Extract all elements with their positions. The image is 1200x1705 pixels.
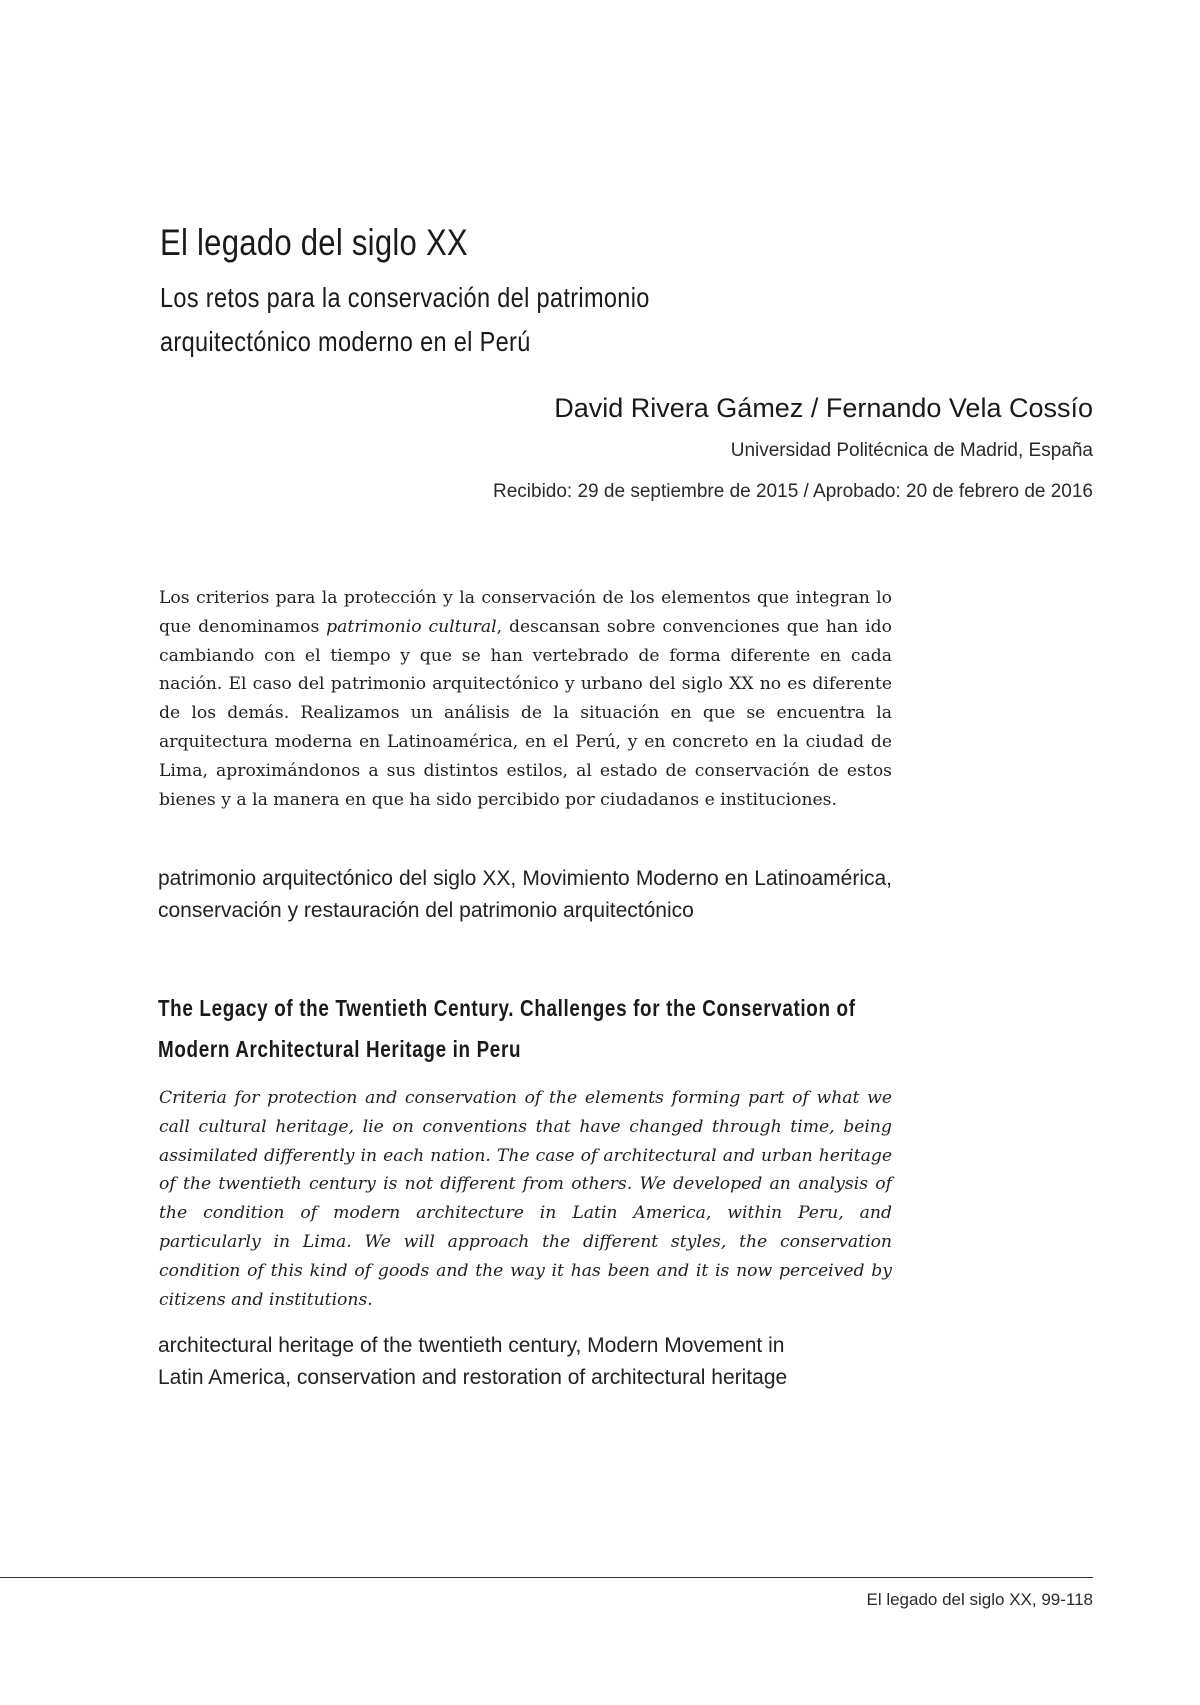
footer-divider xyxy=(0,1577,1093,1578)
keywords-english-line-2: Latin America, conservation and restoration of architectural heritage xyxy=(158,1366,788,1389)
article-title: El legado del siglo XX xyxy=(160,222,468,263)
article-subtitle-line-1: Los retos para la conservación del patrimonio xyxy=(160,282,650,313)
english-title-line-2: Modern Architectural Heritage in Peru xyxy=(158,1036,522,1062)
abstract-english: Criteria for protection and conservation of the elements forming part of what we call cultural heritage, lie on conventions that have changed through time, being assimilated differently in each nation. The case of architectural and urban heritage of the twentieth century is not different from others. We developed an analysis of the condition of modern architecture in Latin America, within Peru, and particularly in Lima. We will approach the different styles, the conservation condition of this kind of goods and the way it has been and it is now perceived by citizens and institutions. xyxy=(159,1088,892,1310)
abstract-spanish-part-1: Los criterios para la protección y la conservación de los elementos que integran lo que denominamos xyxy=(159,588,892,637)
running-footer: El legado del siglo XX, 99-118 xyxy=(866,1590,1093,1609)
affiliation: Universidad Politécnica de Madrid, España xyxy=(730,440,1093,461)
keywords-spanish: patrimonio arquitectónico del siglo XX, Movimiento Moderno en Latinoamérica, conservación y restauración del patrimonio arquitectónico xyxy=(158,867,892,922)
authors: David Rivera Gámez / Fernando Vela Cossío xyxy=(554,393,1093,423)
received-approved-dates: Recibido: 29 de septiembre de 2015 / Aprobado: 20 de febrero de 2016 xyxy=(493,481,1093,502)
abstract-spanish-part-2: , descansan sobre convenciones que han ido cambiando con el tiempo y que se han vertebrado de forma diferente en cada nación. El caso del patrimonio arquitectónico y urbano del siglo XX no es diferente de los demás. Realizamos un análisis de la situación en que se encuentra la arquitectura moderna en Latinoamérica, en el Perú, y en concreto en la ciudad de Lima, aproximándonos a sus distintos estilos, al estado de conservación de estos bienes y a la manera en que ha sido percibido por ciudadanos e instituciones. xyxy=(159,616,892,810)
abstract-spanish xyxy=(159,584,892,814)
abstract-spanish-italic-term: patrimonio cultural xyxy=(326,616,497,637)
english-title-line-1: The Legacy of the Twentieth Century. Challenges for the Conservation of xyxy=(158,995,856,1021)
article-subtitle-line-2: arquitectónico moderno en el Perú xyxy=(160,326,531,357)
keywords-english-line-1: architectural heritage of the twentieth century, Modern Movement in xyxy=(158,1334,785,1357)
keywords-english xyxy=(158,1330,898,1394)
